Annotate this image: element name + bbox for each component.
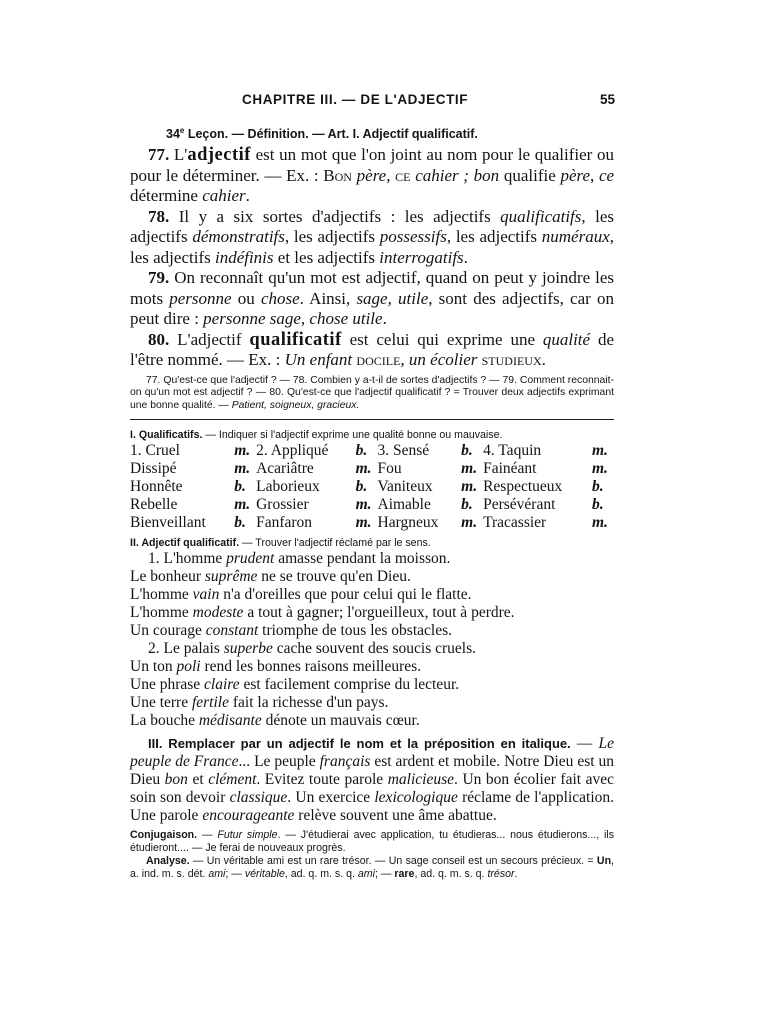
word-cell: Bienveillant bbox=[130, 514, 206, 532]
text-run: et bbox=[187, 771, 209, 789]
exercise-sentence bbox=[130, 712, 614, 730]
text-run: , sont des adjectifs, car on peut dire : bbox=[130, 288, 614, 329]
text-run: ; — bbox=[374, 868, 395, 881]
text-run: La bouche bbox=[130, 712, 199, 730]
quality-mark: b. bbox=[592, 478, 604, 496]
paragraph-number: 78. bbox=[148, 206, 170, 226]
word-cell: 1. Cruel bbox=[130, 442, 180, 460]
word-cell: Laborieux bbox=[256, 478, 320, 496]
text-run: . — J'étudierai avec application, tu étudieras... nous étudierons..., ils étudieront.... — Je ferai de nouveaux progrès. bbox=[130, 829, 615, 855]
italic-word: lexicologique bbox=[374, 789, 458, 807]
text-run: , les adjectifs bbox=[130, 227, 614, 267]
example-word: Bon bbox=[323, 165, 352, 185]
text-run: . bbox=[514, 868, 518, 881]
word-cell: Fanfaron bbox=[256, 514, 313, 532]
adjective-word: suprême bbox=[204, 568, 258, 586]
word-cell: Respectueux bbox=[483, 478, 563, 496]
word-row bbox=[130, 514, 614, 532]
italic-word: classique bbox=[229, 789, 288, 807]
text-run: On reconnaît qu'un mot est adjectif, quand on peut y joindre les mots bbox=[130, 268, 614, 308]
exercise-sentence bbox=[130, 694, 614, 712]
conjugation-note bbox=[130, 829, 614, 855]
text-run: qualifie bbox=[499, 165, 561, 185]
quality-mark: m. bbox=[592, 514, 608, 532]
lesson-ordinal: e bbox=[179, 126, 185, 135]
quality-mark: b. bbox=[592, 496, 604, 514]
word-cell: 4. Taquin bbox=[483, 442, 542, 460]
page-number: 55 bbox=[600, 92, 616, 107]
text-run: cache souvent des soucis cruels. bbox=[272, 640, 477, 658]
text-run: est ardent et mobile. Notre Dieu est un Dieu bbox=[130, 753, 614, 789]
italic-word: qualificatifs bbox=[500, 206, 582, 226]
bold-word: Un bbox=[596, 855, 612, 868]
text-run: Un ton bbox=[130, 658, 177, 676]
italic-word: cahier ; bon bbox=[415, 165, 500, 185]
exercise-sentence bbox=[130, 622, 614, 640]
text-run: — Un véritable ami est un rare trésor. — Un sage conseil est un secours précieux. = bbox=[189, 855, 597, 868]
text-run: ne se trouve qu'en Dieu. bbox=[257, 568, 411, 586]
word-cell: Dissipé bbox=[130, 460, 177, 478]
italic-word: encourageante bbox=[202, 807, 295, 825]
word-table-body bbox=[130, 442, 614, 532]
text-run: ; — bbox=[225, 868, 245, 881]
adjective-word: claire bbox=[204, 676, 240, 694]
quality-mark: b. bbox=[461, 496, 473, 514]
text-run: amasse pendant la moisson. bbox=[274, 550, 451, 568]
text-run: Une terre bbox=[130, 694, 192, 712]
text-run: ou bbox=[231, 288, 261, 308]
text-run: de l'être nommé. — Ex. : bbox=[130, 329, 614, 370]
text-run: 2. Le palais bbox=[148, 640, 224, 658]
quality-mark: m. bbox=[234, 496, 251, 514]
quality-mark: m. bbox=[461, 460, 478, 478]
text-run: Il y a six sortes d'adjectifs : les adjectifs bbox=[169, 206, 501, 226]
exercise-label: II. Adjectif qualificatif. bbox=[130, 537, 240, 550]
key-term: qualificatif bbox=[249, 329, 342, 350]
analysis-note bbox=[130, 855, 614, 881]
italic-word: un écolier bbox=[408, 350, 478, 370]
word-cell: Acariâtre bbox=[256, 460, 314, 478]
text-run: , les adjectifs bbox=[130, 206, 615, 247]
paragraph-79 bbox=[130, 268, 614, 330]
italic-word: véritable bbox=[244, 868, 285, 881]
word-cell: Fou bbox=[377, 460, 402, 478]
text-run: L'homme bbox=[130, 604, 193, 622]
italic-word: clément bbox=[208, 771, 257, 789]
quality-mark: m. bbox=[355, 460, 372, 478]
exercise-label: III. Remplacer par un adjectif le nom et la préposition en italique. bbox=[148, 736, 571, 752]
text-run: — bbox=[197, 829, 218, 842]
word-cell: Aimable bbox=[377, 496, 431, 514]
word-cell: Hargneux bbox=[377, 514, 439, 532]
quality-mark: m. bbox=[355, 496, 372, 514]
word-cell: Vaniteux bbox=[377, 478, 433, 496]
text-run: est facilement comprise du lecteur. bbox=[239, 676, 460, 694]
italic-word: personne bbox=[169, 288, 232, 308]
quality-mark: m. bbox=[234, 442, 251, 460]
text-run: . bbox=[245, 186, 250, 206]
italic-word: ce bbox=[598, 165, 615, 185]
paragraph-77 bbox=[130, 145, 614, 207]
adjective-word: prudent bbox=[226, 550, 275, 568]
italic-word: père bbox=[560, 165, 591, 185]
exercise-1-word-table bbox=[130, 442, 614, 532]
italic-word: indéfinis bbox=[214, 247, 274, 267]
key-term: adjectif bbox=[187, 145, 251, 166]
paragraph-number: 77. bbox=[148, 145, 170, 165]
italic-word: possessifs bbox=[379, 227, 447, 247]
text-run: relève souvent une âme abattue. bbox=[294, 807, 497, 825]
example-word: ce bbox=[395, 165, 411, 185]
exercise-2-sentences bbox=[130, 550, 614, 730]
quality-mark: b. bbox=[234, 478, 246, 496]
paragraph-78 bbox=[130, 207, 614, 269]
adjective-word: fertile bbox=[191, 694, 229, 712]
exercise-instruction: — Indiquer si l'adjectif exprime une qualité bonne ou mauvaise. bbox=[202, 429, 503, 442]
text-run: . bbox=[382, 309, 387, 329]
section-divider bbox=[130, 419, 614, 420]
text-run: réclame de l'application. Une parole bbox=[130, 789, 615, 825]
chapter-title: CHAPITRE III. — DE L'ADJECTIF bbox=[242, 92, 469, 107]
quality-mark: m. bbox=[355, 514, 372, 532]
text-run: Un courage bbox=[130, 622, 206, 640]
text-run: , ad. q. m. s. q. bbox=[284, 868, 358, 881]
quality-mark: m. bbox=[234, 460, 251, 478]
text-run: . Evitez toute parole bbox=[256, 771, 388, 789]
italic-word: cahier bbox=[202, 186, 246, 206]
text-run: — bbox=[570, 735, 599, 753]
italic-word: malicieuse bbox=[387, 771, 455, 789]
quality-mark: m. bbox=[592, 460, 608, 478]
lesson-number: 34 bbox=[166, 127, 180, 142]
questions-answer: Patient, soigneux, gracieux. bbox=[231, 399, 360, 411]
quality-mark: m. bbox=[461, 514, 478, 532]
word-row bbox=[130, 496, 614, 514]
italic-word: Futur simple bbox=[217, 829, 278, 842]
word-row bbox=[130, 478, 614, 496]
quality-mark: b. bbox=[234, 514, 246, 532]
book-page bbox=[130, 88, 614, 881]
exercise-sentence bbox=[130, 568, 614, 586]
text-run: 1. L'homme bbox=[148, 550, 227, 568]
text-run: est celui qui exprime une bbox=[341, 329, 543, 349]
lesson-heading: Leçon. — Définition. — Art. I. Adjectif qualificatif. bbox=[184, 127, 478, 142]
adjective-word: modeste bbox=[192, 604, 244, 622]
questions-text: 77. Qu'est-ce que l'adjectif ? — 78. Combien y a-t-il de sortes d'adjectifs ? — 79. Comment reconnait-on qu'un mot est adjectif ? — 80. Qu'est-ce que l'adjectif qualificatif ? = Trouver deux adjectifs exprimant une bonne qualité. — bbox=[130, 374, 614, 411]
word-cell: Honnête bbox=[130, 478, 183, 496]
exercise-2-heading bbox=[130, 536, 614, 550]
text-run: , les adjectifs bbox=[284, 227, 380, 247]
word-row bbox=[130, 460, 614, 478]
text-run: triomphe de tous les obstacles. bbox=[258, 622, 452, 640]
italic-word: français bbox=[319, 753, 371, 771]
exercise-3 bbox=[130, 735, 614, 825]
note-label: Analyse. bbox=[146, 855, 190, 868]
paragraph-80 bbox=[130, 330, 614, 371]
text-run: ... Le peuple bbox=[238, 753, 320, 771]
italic-word: ami bbox=[208, 868, 226, 881]
text-run: . Un exercice bbox=[287, 789, 375, 807]
italic-word: chose bbox=[260, 288, 300, 308]
text-run: Une phrase bbox=[130, 676, 205, 694]
text-run: L' bbox=[169, 145, 188, 165]
exercise-sentence bbox=[130, 550, 614, 568]
word-cell: 3. Sensé bbox=[377, 442, 430, 460]
exercise-sentence bbox=[130, 640, 614, 658]
text-run: est un mot que l'on joint au nom pour le qualifier ou pour le déterminer. — Ex. : bbox=[130, 145, 614, 185]
adjective-word: médisante bbox=[198, 712, 262, 730]
italic-word: trésor bbox=[487, 868, 515, 881]
italic-word: numéraux bbox=[541, 227, 610, 247]
text-run: Le bonheur bbox=[130, 568, 205, 586]
word-cell: Persévérant bbox=[483, 496, 556, 514]
italic-word: père bbox=[356, 165, 387, 185]
word-cell: Fainéant bbox=[483, 460, 537, 478]
exercise-sentence bbox=[130, 604, 614, 622]
exercise-instruction: — Trouver l'adjectif réclamé par le sens. bbox=[239, 537, 431, 550]
text-run: fait la richesse d'un pays. bbox=[229, 694, 389, 712]
quality-mark: m. bbox=[461, 478, 478, 496]
quality-mark: m. bbox=[592, 442, 608, 460]
text-run: . Ainsi, bbox=[299, 288, 357, 308]
text-run: L'homme bbox=[130, 586, 193, 604]
text-run: n'a d'oreilles que pour celui qui le flatte. bbox=[219, 586, 472, 604]
example-word: studieux bbox=[481, 350, 542, 370]
adjective-word: constant bbox=[205, 622, 259, 640]
italic-word: personne sage, chose utile bbox=[203, 309, 383, 329]
text-run: L'adjectif bbox=[169, 329, 250, 349]
paragraph-number: 79. bbox=[148, 268, 170, 288]
italic-word: démonstratifs bbox=[192, 227, 285, 247]
quality-mark: b. bbox=[355, 442, 368, 460]
quality-mark: b. bbox=[355, 478, 368, 496]
lesson-title bbox=[166, 126, 614, 141]
text-run: a tout à gagner; l'orgueilleux, tout à perdre. bbox=[243, 604, 515, 622]
text-run: . bbox=[463, 247, 468, 267]
exercise-sentence bbox=[130, 658, 614, 676]
italic-word: interrogatifs bbox=[379, 247, 464, 267]
word-cell: 2. Appliqué bbox=[256, 442, 329, 460]
italic-word: sage, utile bbox=[356, 288, 429, 308]
adjective-word: poli bbox=[176, 658, 201, 676]
italic-word: Un enfant bbox=[284, 350, 353, 370]
paragraph-number: 80. bbox=[148, 329, 170, 349]
italic-word: ami bbox=[357, 868, 375, 881]
text-run: . bbox=[541, 350, 546, 370]
exercise-1-heading bbox=[130, 428, 614, 442]
word-row bbox=[130, 442, 614, 460]
text-run: et les adjectifs bbox=[273, 247, 380, 267]
example-word: docile bbox=[356, 350, 401, 370]
exercise-sentence bbox=[130, 676, 614, 694]
adjective-word: superbe bbox=[223, 640, 273, 658]
text-run: , bbox=[400, 350, 409, 370]
text-run: , a. ind. m. s. dét. bbox=[130, 855, 614, 881]
text-run: , bbox=[590, 165, 599, 185]
exercise-label: I. Qualificatifs. bbox=[130, 429, 203, 442]
adjective-word: vain bbox=[192, 586, 220, 604]
italic-word: qualité bbox=[542, 329, 591, 349]
text-run: , bbox=[386, 165, 396, 185]
italic-word: bon bbox=[164, 771, 188, 789]
word-cell: Rebelle bbox=[130, 496, 178, 514]
bold-word: rare bbox=[394, 868, 415, 881]
text-run: détermine bbox=[130, 186, 203, 206]
text-run: , les adjectifs bbox=[446, 227, 542, 247]
text-run: , ad. q. m. s. q. bbox=[414, 868, 488, 881]
italic-word: Le peuple de France bbox=[130, 735, 615, 771]
word-cell: Tracassier bbox=[483, 514, 547, 532]
quality-mark: b. bbox=[461, 442, 473, 460]
review-questions bbox=[130, 375, 614, 413]
text-run: . Un bon écolier fait avec soin son devoir bbox=[130, 771, 614, 807]
text-run: rend les bonnes raisons meilleures. bbox=[200, 658, 422, 676]
exercise-sentence bbox=[130, 586, 614, 604]
text-run: dénote un mauvais cœur. bbox=[261, 712, 420, 730]
word-cell: Grossier bbox=[256, 496, 309, 514]
running-header bbox=[130, 88, 614, 112]
note-label: Conjugaison. bbox=[130, 829, 198, 842]
